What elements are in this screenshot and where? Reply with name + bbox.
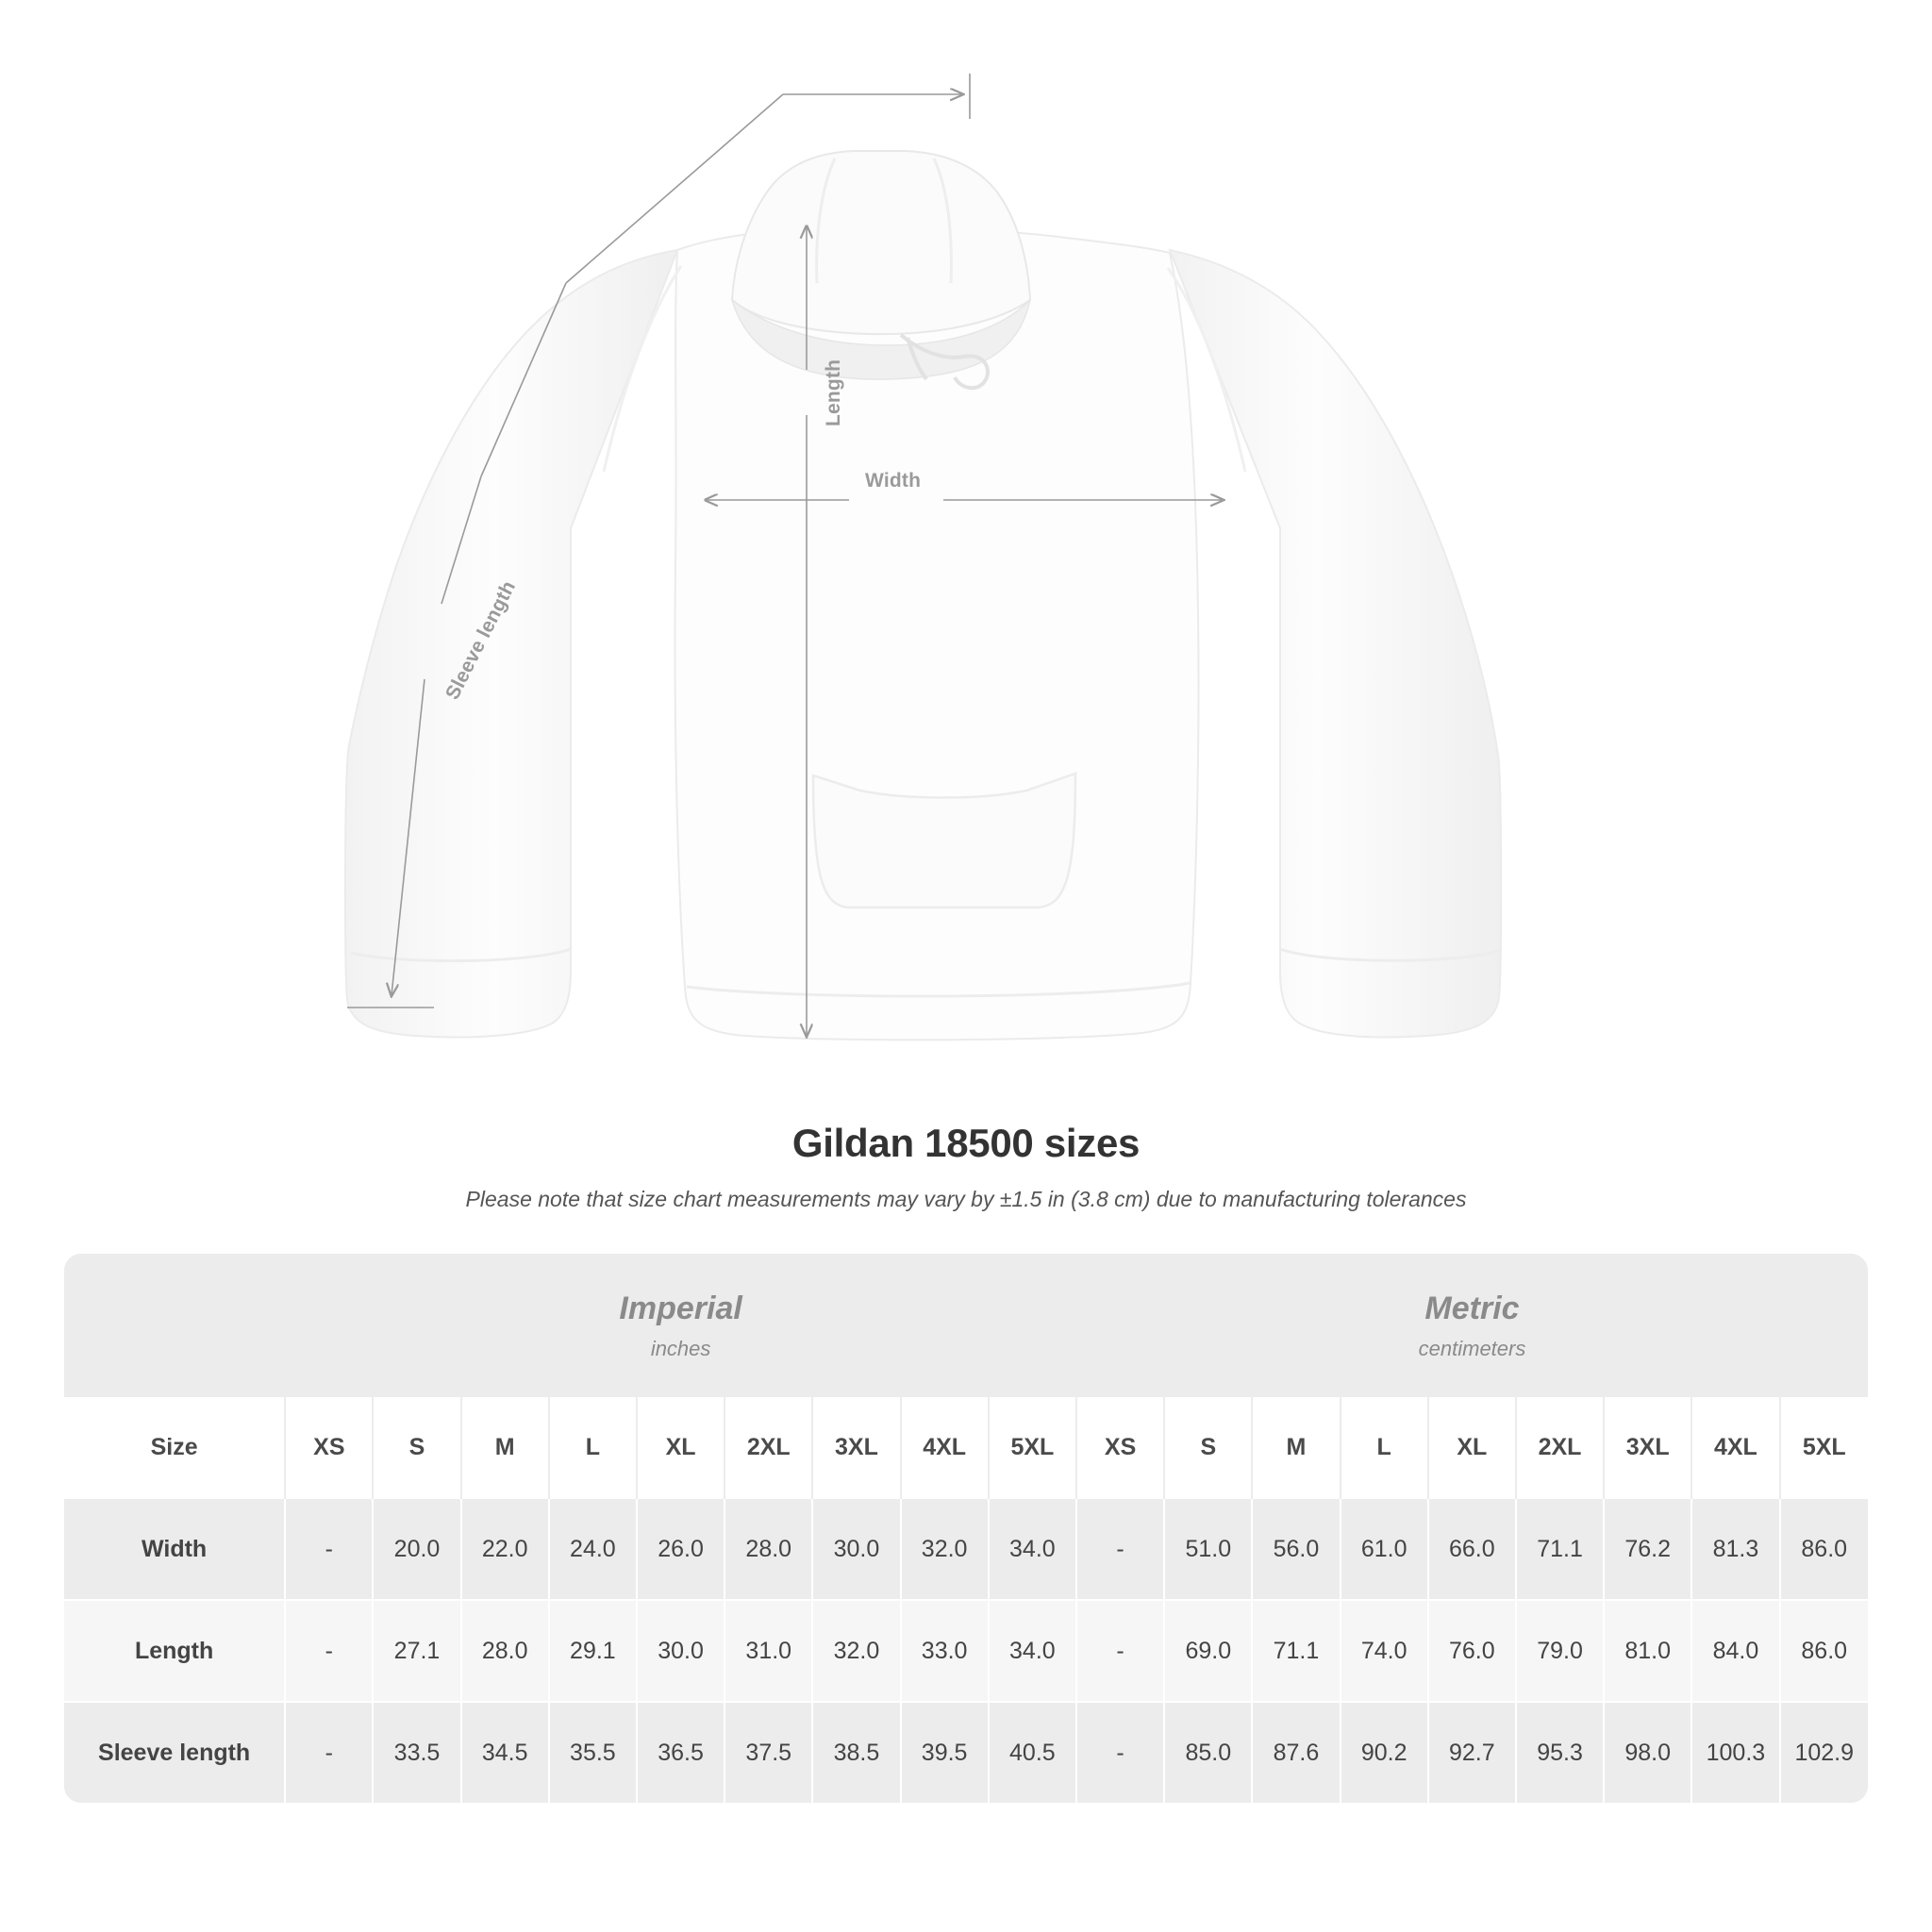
cell: 30.0 <box>637 1600 724 1702</box>
column-header: XS <box>285 1397 373 1498</box>
unit-header-row <box>64 1254 1868 1397</box>
column-header: XL <box>637 1397 724 1498</box>
hoodie-shape <box>345 151 1501 1040</box>
title-block <box>0 1121 1932 1212</box>
table-row <box>64 1498 1868 1600</box>
cell: 28.0 <box>724 1498 812 1600</box>
page-title: Gildan 18500 sizes <box>791 1121 1141 1165</box>
column-header: 4XL <box>901 1397 989 1498</box>
unit-imperial-name: Imperial <box>619 1290 742 1326</box>
cell: 32.0 <box>812 1600 900 1702</box>
width-label: Width <box>865 470 922 491</box>
cell: 28.0 <box>461 1600 549 1702</box>
tolerance-note: Please note that size chart measurements may vary by ±1.5 in (3.8 cm) due to manufacturing tolerances <box>465 1187 1467 1211</box>
cell: 86.0 <box>1780 1498 1869 1600</box>
column-header: 2XL <box>724 1397 812 1498</box>
cell: 95.3 <box>1516 1702 1604 1803</box>
size-table <box>64 1254 1868 1803</box>
cell: 81.3 <box>1691 1498 1779 1600</box>
cell: 37.5 <box>724 1702 812 1803</box>
row-label-length: Length <box>64 1600 285 1702</box>
cell: 79.0 <box>1516 1600 1604 1702</box>
cell: 84.0 <box>1691 1600 1779 1702</box>
unit-metric-sub: centimeters <box>1418 1336 1526 1360</box>
cell: 20.0 <box>373 1498 460 1600</box>
unit-imperial-sub: inches <box>650 1336 711 1360</box>
cell: 92.7 <box>1428 1702 1516 1803</box>
cell: 33.5 <box>373 1702 460 1803</box>
column-header: M <box>461 1397 549 1498</box>
cell: 34.0 <box>989 1600 1076 1702</box>
sleeve-length-label: Sleeve length <box>441 577 521 704</box>
unit-imperial <box>285 1254 1076 1397</box>
cell: - <box>1076 1600 1164 1702</box>
unit-spacer <box>64 1254 285 1397</box>
cell: 71.1 <box>1252 1600 1340 1702</box>
cell: 61.0 <box>1341 1498 1428 1600</box>
cell: 76.2 <box>1604 1498 1691 1600</box>
cell: 39.5 <box>901 1702 989 1803</box>
cell: 29.1 <box>549 1600 637 1702</box>
cell: - <box>1076 1498 1164 1600</box>
cell: 71.1 <box>1516 1498 1604 1600</box>
cell: 26.0 <box>637 1498 724 1600</box>
cell: 74.0 <box>1341 1600 1428 1702</box>
cell: 27.1 <box>373 1600 460 1702</box>
cell: 100.3 <box>1691 1702 1779 1803</box>
table-row <box>64 1600 1868 1702</box>
cell: 34.5 <box>461 1702 549 1803</box>
row-label-width: Width <box>64 1498 285 1600</box>
cell: 36.5 <box>637 1702 724 1803</box>
cell: 76.0 <box>1428 1600 1516 1702</box>
column-header: 5XL <box>989 1397 1076 1498</box>
cell: - <box>1076 1702 1164 1803</box>
column-header-size: Size <box>64 1397 285 1498</box>
cell: 30.0 <box>812 1498 900 1600</box>
column-header: L <box>549 1397 637 1498</box>
length-label: Length <box>823 358 844 426</box>
cell: 69.0 <box>1164 1600 1252 1702</box>
cell: 87.6 <box>1252 1702 1340 1803</box>
column-header: S <box>373 1397 460 1498</box>
cell: 81.0 <box>1604 1600 1691 1702</box>
cell: 34.0 <box>989 1498 1076 1600</box>
cell: 38.5 <box>812 1702 900 1803</box>
column-header: S <box>1164 1397 1252 1498</box>
cell: 56.0 <box>1252 1498 1340 1600</box>
cell: - <box>285 1600 373 1702</box>
unit-metric <box>1076 1254 1868 1397</box>
column-header: 4XL <box>1691 1397 1779 1498</box>
cell: 90.2 <box>1341 1702 1428 1803</box>
column-header: XL <box>1428 1397 1516 1498</box>
cell: 102.9 <box>1780 1702 1869 1803</box>
cell: - <box>285 1498 373 1600</box>
cell: 98.0 <box>1604 1702 1691 1803</box>
cell: 35.5 <box>549 1702 637 1803</box>
column-header: 2XL <box>1516 1397 1604 1498</box>
cell: 32.0 <box>901 1498 989 1600</box>
column-header: 5XL <box>1780 1397 1869 1498</box>
cell: - <box>285 1702 373 1803</box>
column-header: XS <box>1076 1397 1164 1498</box>
column-header: 3XL <box>812 1397 900 1498</box>
cell: 31.0 <box>724 1600 812 1702</box>
cell: 22.0 <box>461 1498 549 1600</box>
column-header: M <box>1252 1397 1340 1498</box>
cell: 33.0 <box>901 1600 989 1702</box>
cell: 66.0 <box>1428 1498 1516 1600</box>
unit-metric-name: Metric <box>1424 1290 1520 1326</box>
row-label-sleeve-length: Sleeve length <box>64 1702 285 1803</box>
size-table-wrap <box>64 1254 1868 1803</box>
table-header-row <box>64 1397 1868 1498</box>
cell: 85.0 <box>1164 1702 1252 1803</box>
cell: 24.0 <box>549 1498 637 1600</box>
column-header: 3XL <box>1604 1397 1691 1498</box>
cell: 40.5 <box>989 1702 1076 1803</box>
cell: 86.0 <box>1780 1600 1869 1702</box>
table-row <box>64 1702 1868 1803</box>
column-header: L <box>1341 1397 1428 1498</box>
cell: 51.0 <box>1164 1498 1252 1600</box>
